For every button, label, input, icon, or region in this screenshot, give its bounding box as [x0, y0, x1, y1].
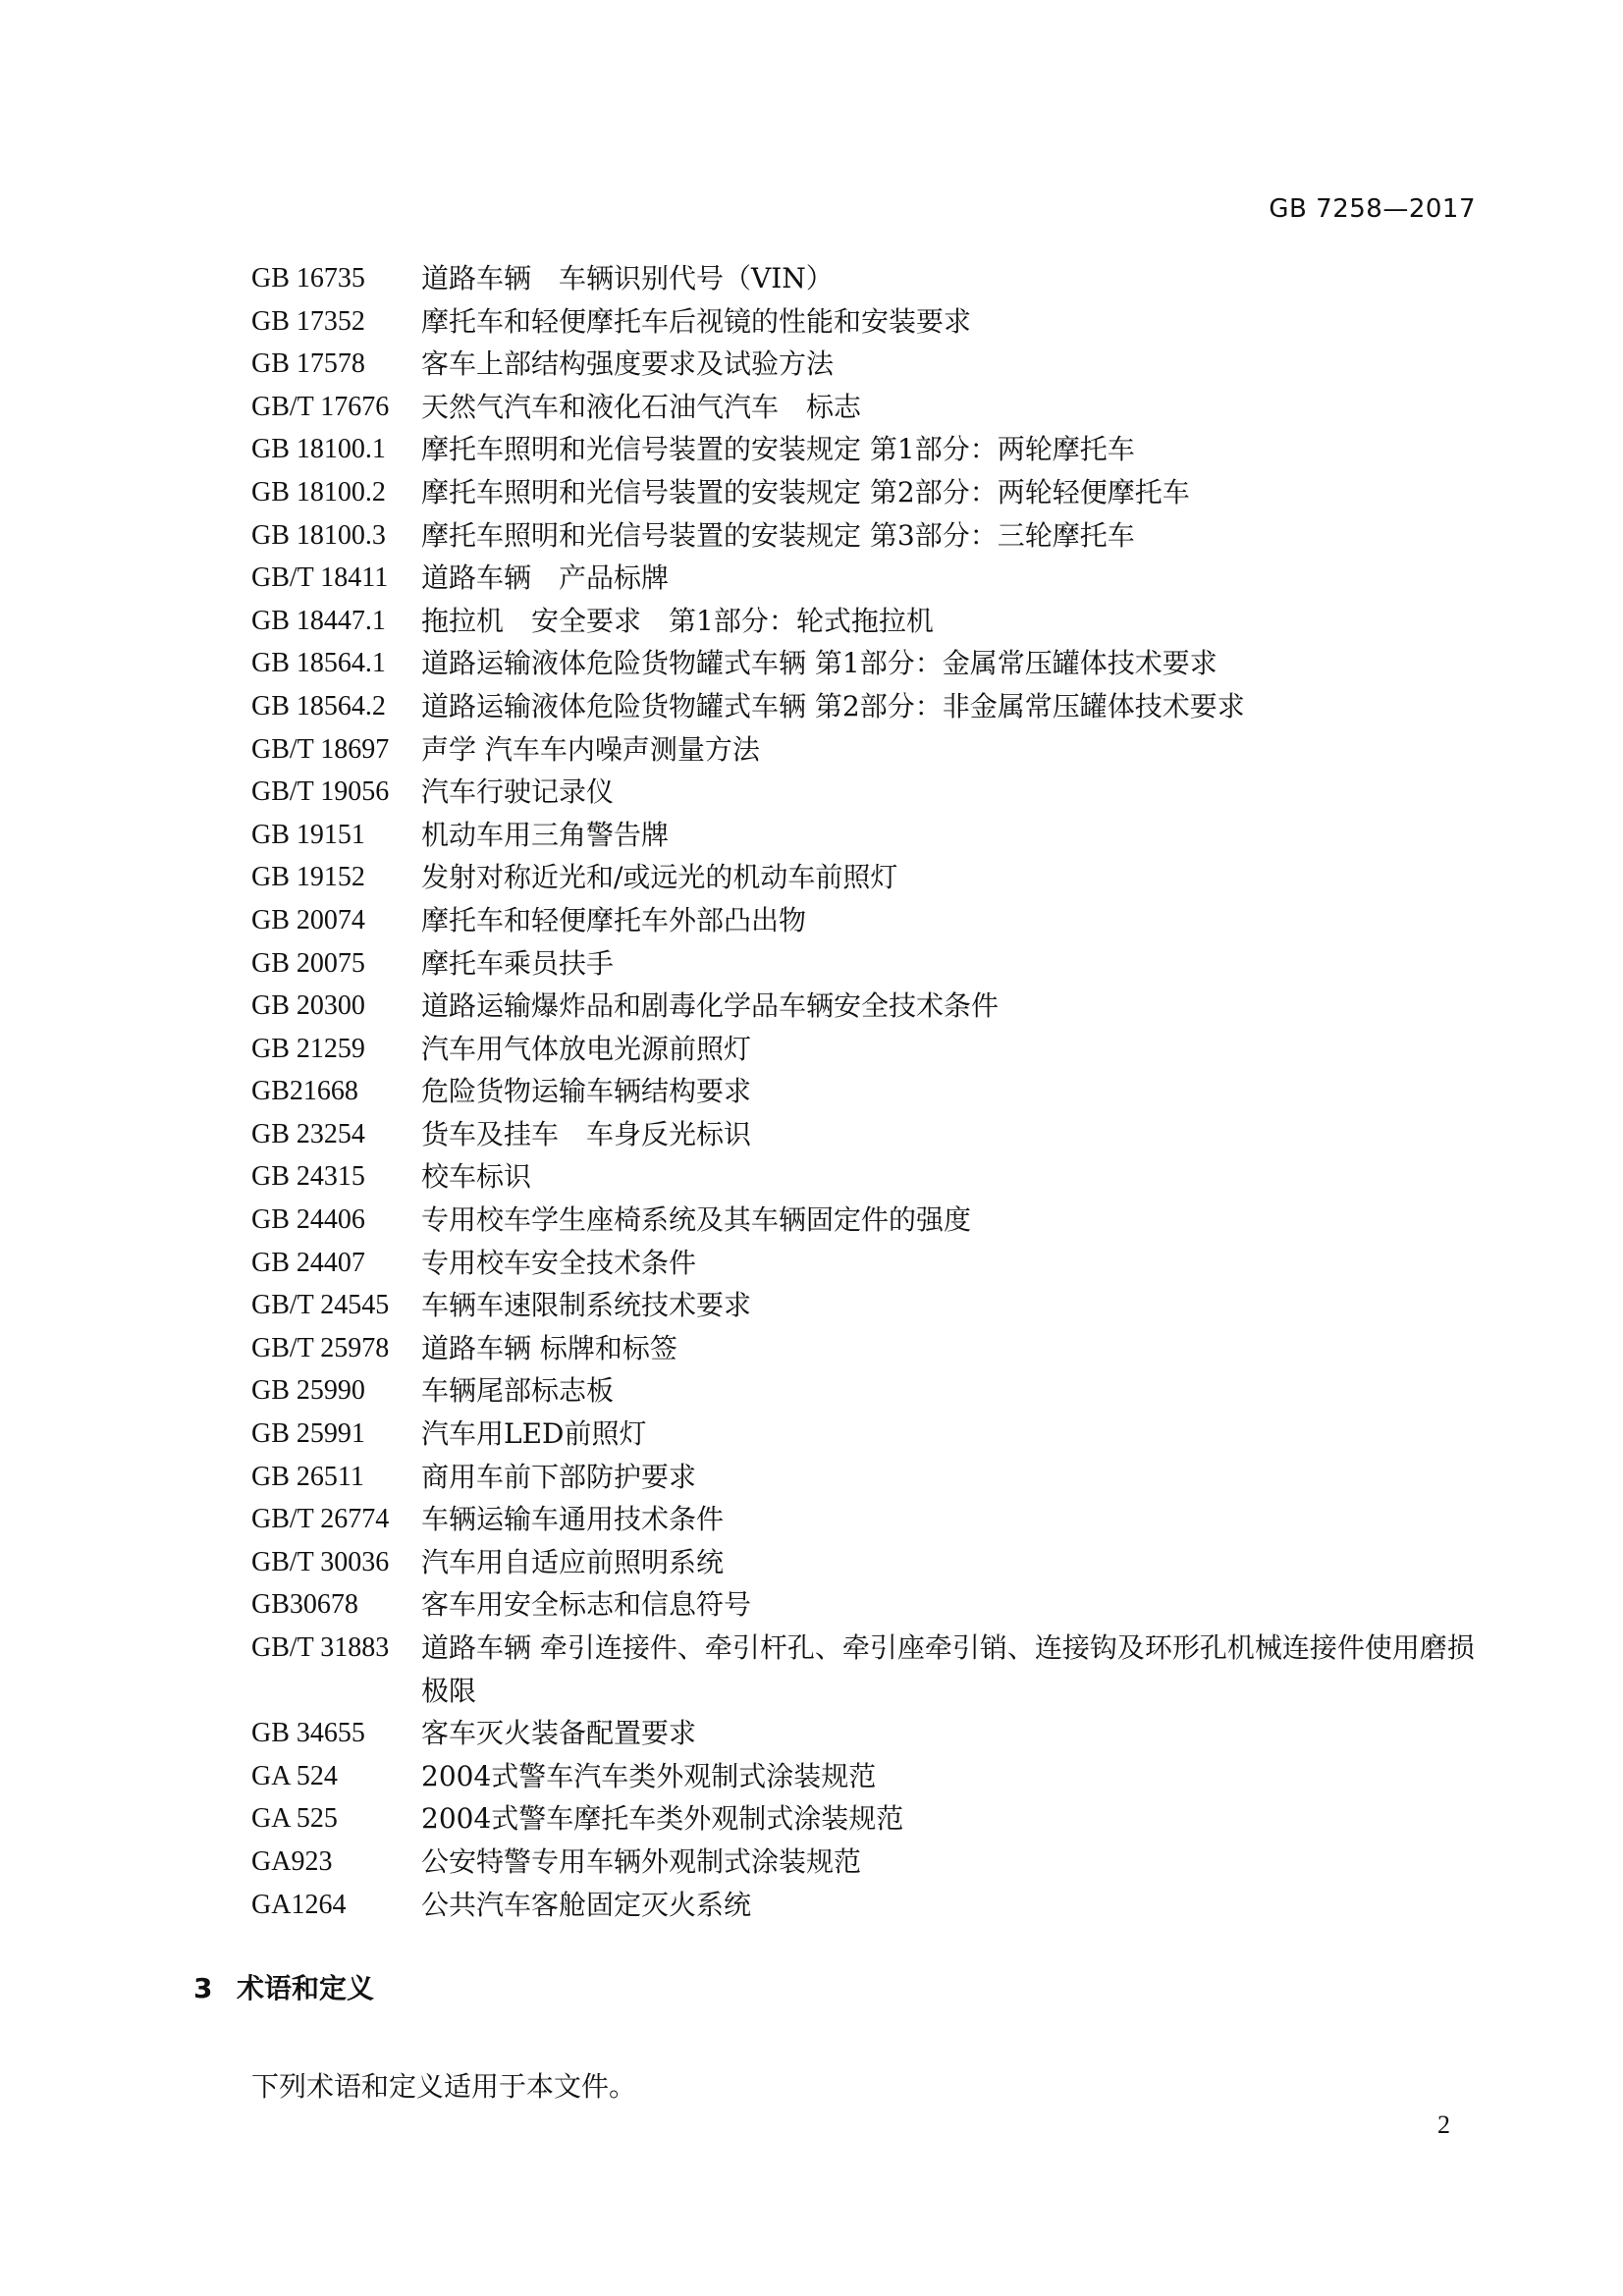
reference-item	[251, 1369, 1488, 1413]
reference-title: 道路车辆 标牌和标签	[421, 1331, 677, 1364]
reference-code: GB/T 19056	[251, 776, 390, 808]
reference-title: 公共汽车客舱固定灭火系统	[421, 1888, 752, 1921]
reference-code: GB/T 18411	[251, 562, 389, 594]
reference-title: 车辆车速限制系统技术要求	[421, 1289, 752, 1322]
reference-title: 道路车辆 牵引连接件、牵引杆孔、牵引座牵引销、连接钩及环形孔机械连接件使用磨损极限	[421, 1631, 1475, 1707]
reference-title: 摩托车乘员扶手	[421, 946, 615, 980]
reference-item	[251, 728, 1488, 772]
reference-item	[251, 1284, 1488, 1327]
reference-code: GB 18447.1	[251, 605, 386, 636]
reference-code: GB/T 26774	[251, 1504, 390, 1535]
reference-title: 汽车用气体放电光源前照灯	[421, 1032, 752, 1065]
reference-item	[251, 685, 1488, 728]
reference-code: GB 19151	[251, 819, 365, 850]
reference-item	[251, 814, 1488, 857]
reference-title: 车辆运输车通用技术条件	[421, 1503, 725, 1536]
reference-title: 客车灭火装备配置要求	[421, 1717, 697, 1750]
reference-title: 道路运输液体危险货物罐式车辆 第2部分：非金属常压罐体技术要求	[421, 689, 1245, 722]
reference-code: GA923	[251, 1845, 333, 1877]
reference-item	[251, 1242, 1488, 1285]
reference-item	[251, 600, 1488, 643]
reference-item	[251, 514, 1488, 558]
reference-code: GB 18100.2	[251, 476, 386, 507]
reference-title: 天然气汽车和液化石油气汽车 标志	[421, 390, 862, 423]
reference-title: 商用车前下部防护要求	[421, 1460, 697, 1493]
reference-title: 道路运输液体危险货物罐式车辆 第1部分：金属常压罐体技术要求	[421, 647, 1217, 680]
reference-item	[251, 942, 1488, 986]
reference-item	[251, 343, 1488, 386]
reference-code: GB30678	[251, 1589, 358, 1621]
reference-item	[251, 771, 1488, 814]
reference-item	[251, 1627, 1488, 1712]
reference-code: GB 25990	[251, 1375, 365, 1407]
reference-title: 2004式警车摩托车类外观制式涂装规范	[421, 1802, 904, 1836]
reference-code: GB/T 31883	[251, 1632, 390, 1663]
reference-item	[251, 1028, 1488, 1071]
reference-title: 客车用安全标志和信息符号	[421, 1588, 752, 1622]
reference-code: GB 18100.1	[251, 434, 386, 465]
reference-item	[251, 1884, 1488, 1927]
page-number: 2	[1437, 2110, 1450, 2139]
reference-title: 校车标识	[421, 1160, 532, 1194]
reference-title: 机动车用三角警告牌	[421, 818, 670, 851]
reference-code: GB 16735	[251, 263, 365, 294]
reference-item	[251, 1070, 1488, 1113]
reference-title: 摩托车照明和光信号装置的安装规定 第3部分：三轮摩托车	[421, 518, 1135, 552]
reference-item	[251, 300, 1488, 344]
reference-code: GB/T 18697	[251, 733, 390, 765]
reference-item	[251, 257, 1488, 300]
reference-title: 客车上部结构强度要求及试验方法	[421, 347, 835, 381]
normative-references-list	[251, 257, 1488, 1926]
reference-title: 危险货物运输车辆结构要求	[421, 1075, 752, 1108]
reference-code: GB 20075	[251, 947, 365, 979]
reference-item	[251, 985, 1488, 1028]
reference-code: GB 18564.1	[251, 648, 386, 679]
reference-code: GA 524	[251, 1760, 338, 1791]
reference-code: GB 21259	[251, 1033, 365, 1064]
reference-code: GB 18564.2	[251, 690, 386, 721]
reference-title: 道路运输爆炸品和剧毒化学品车辆安全技术条件	[421, 989, 1000, 1023]
reference-title: 发射对称近光和/或远光的机动车前照灯	[421, 861, 898, 894]
reference-title: 汽车用自适应前照明系统	[421, 1545, 725, 1578]
reference-code: GB21668	[251, 1076, 358, 1107]
reference-code: GB 24407	[251, 1247, 365, 1278]
reference-title: 摩托车和轻便摩托车后视镜的性能和安装要求	[421, 304, 972, 338]
section-heading	[193, 1967, 374, 2006]
reference-item	[251, 1199, 1488, 1242]
reference-item	[251, 1456, 1488, 1499]
reference-code: GB 25991	[251, 1418, 365, 1450]
reference-code: GB 34655	[251, 1718, 365, 1749]
reference-code: GB 17578	[251, 348, 365, 380]
reference-title: 公安特警专用车辆外观制式涂装规范	[421, 1844, 862, 1878]
reference-item	[251, 1841, 1488, 1884]
reference-item	[251, 1755, 1488, 1798]
reference-code: GB 18100.3	[251, 519, 386, 551]
reference-code: GB/T 25978	[251, 1332, 390, 1363]
reference-item	[251, 1797, 1488, 1841]
reference-item	[251, 1712, 1488, 1755]
reference-title: 专用校车安全技术条件	[421, 1246, 697, 1279]
reference-title: 道路车辆 车辆识别代号（VIN）	[421, 262, 834, 294]
reference-title: 车辆尾部标志板	[421, 1374, 615, 1408]
section-number: 3	[193, 1972, 213, 2004]
reference-code: GB 20300	[251, 990, 365, 1022]
reference-title: 货车及挂车 车身反光标识	[421, 1117, 752, 1150]
reference-item	[251, 856, 1488, 899]
reference-code: GB 26511	[251, 1461, 364, 1492]
reference-item	[251, 1413, 1488, 1456]
reference-code: GB 20074	[251, 904, 365, 935]
reference-code: GA 525	[251, 1803, 338, 1835]
reference-code: GB 24406	[251, 1204, 365, 1236]
reference-item	[251, 1583, 1488, 1627]
reference-item	[251, 1498, 1488, 1541]
reference-title: 摩托车照明和光信号装置的安装规定 第2部分：两轮轻便摩托车	[421, 475, 1190, 508]
reference-code: GB/T 17676	[251, 391, 390, 422]
reference-item	[251, 428, 1488, 471]
reference-code: GB 23254	[251, 1118, 365, 1149]
section-intro-text: 下列术语和定义适用于本文件。	[251, 2070, 637, 2103]
reference-item	[251, 1541, 1488, 1584]
reference-title: 2004式警车汽车类外观制式涂装规范	[421, 1759, 877, 1792]
reference-title: 摩托车照明和光信号装置的安装规定 第1部分：两轮摩托车	[421, 433, 1135, 466]
reference-item	[251, 1327, 1488, 1370]
reference-code: GB/T 24545	[251, 1290, 390, 1321]
reference-title: 摩托车和轻便摩托车外部凸出物	[421, 903, 807, 936]
reference-title: 汽车用LED前照灯	[421, 1417, 647, 1451]
reference-code: GB 17352	[251, 305, 365, 337]
reference-title: 声学 汽车车内噪声测量方法	[421, 732, 760, 766]
reference-code: GA1264	[251, 1889, 347, 1920]
reference-title: 专用校车学生座椅系统及其车辆固定件的强度	[421, 1203, 972, 1237]
reference-item	[251, 386, 1488, 429]
reference-item	[251, 1155, 1488, 1199]
reference-code: GB/T 30036	[251, 1546, 390, 1577]
reference-code: GB 19152	[251, 862, 365, 893]
reference-item	[251, 1113, 1488, 1156]
reference-code: GB 24315	[251, 1161, 365, 1193]
reference-item	[251, 642, 1488, 685]
reference-title: 道路车辆 产品标牌	[421, 561, 670, 595]
reference-title: 汽车行驶记录仪	[421, 775, 615, 809]
standard-number-header: GB 7258—2017	[1269, 194, 1476, 224]
reference-title: 拖拉机 安全要求 第1部分：轮式拖拉机	[421, 604, 934, 637]
section-title: 术语和定义	[237, 1972, 375, 2004]
reference-item	[251, 899, 1488, 942]
reference-item	[251, 557, 1488, 600]
reference-item	[251, 471, 1488, 514]
